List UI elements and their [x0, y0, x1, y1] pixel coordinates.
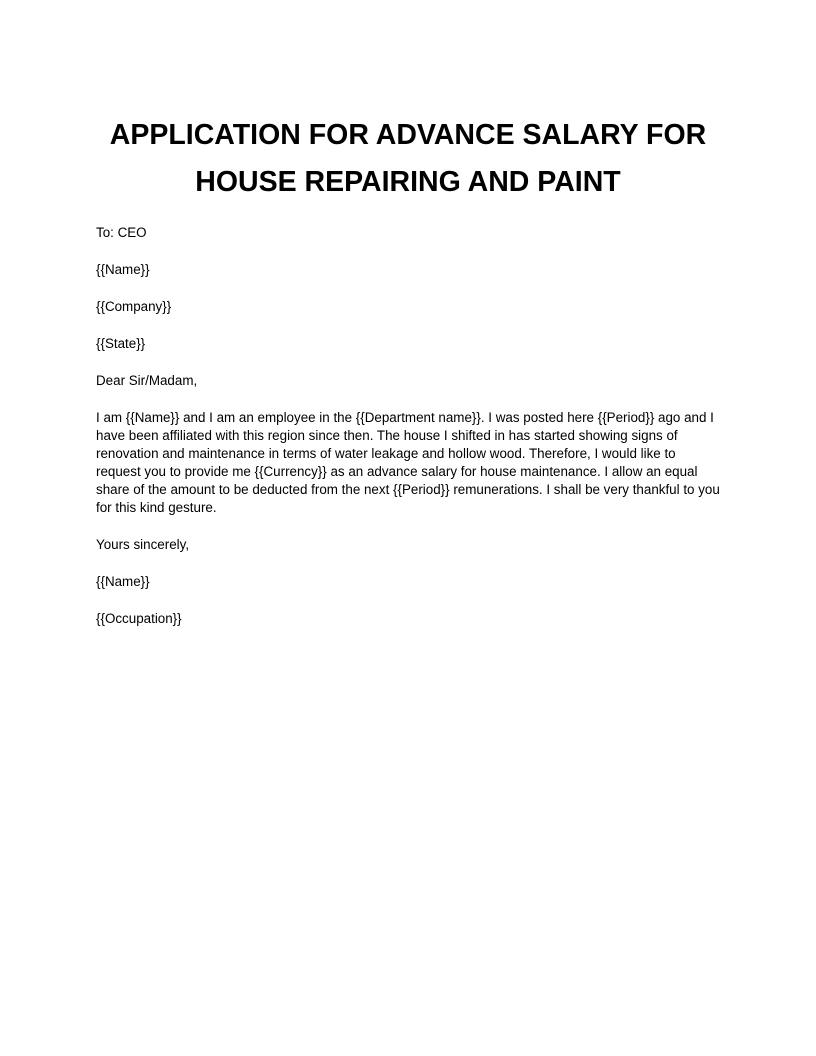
closing: Yours sincerely, [96, 537, 190, 552]
body-paragraph: I am {{Name}} and I am an employee in the {{Department name}}. I was posted here {{Period}} ago and I have been affiliated with this region since then. The house I shifted in has started showing signs of renovation and maintenance in terms of water leakage and hollow wood. Therefore, I would like to request you to provide me {{Currency}} as an advance salary for house maintenance. I allow an equal share of the amount to be deducted from the next {{Period}} remunerations. I shall be very thankful to you for this kind gesture. [96, 410, 720, 515]
recipient-name: {{Name}} [96, 262, 150, 277]
title-line-2: HOUSE REPAIRING AND PAINT [195, 166, 621, 198]
letter-body [96, 224, 721, 647]
recipient-company: {{Company}} [96, 299, 172, 314]
recipient-line: To: CEO [96, 225, 147, 240]
document-title [80, 112, 736, 206]
signature-occupation: {{Occupation}} [96, 611, 182, 626]
signature-name: {{Name}} [96, 574, 150, 589]
title-line-1: APPLICATION FOR ADVANCE SALARY FOR [109, 119, 707, 151]
recipient-state: {{State}} [96, 336, 146, 351]
salutation: Dear Sir/Madam, [96, 373, 198, 388]
